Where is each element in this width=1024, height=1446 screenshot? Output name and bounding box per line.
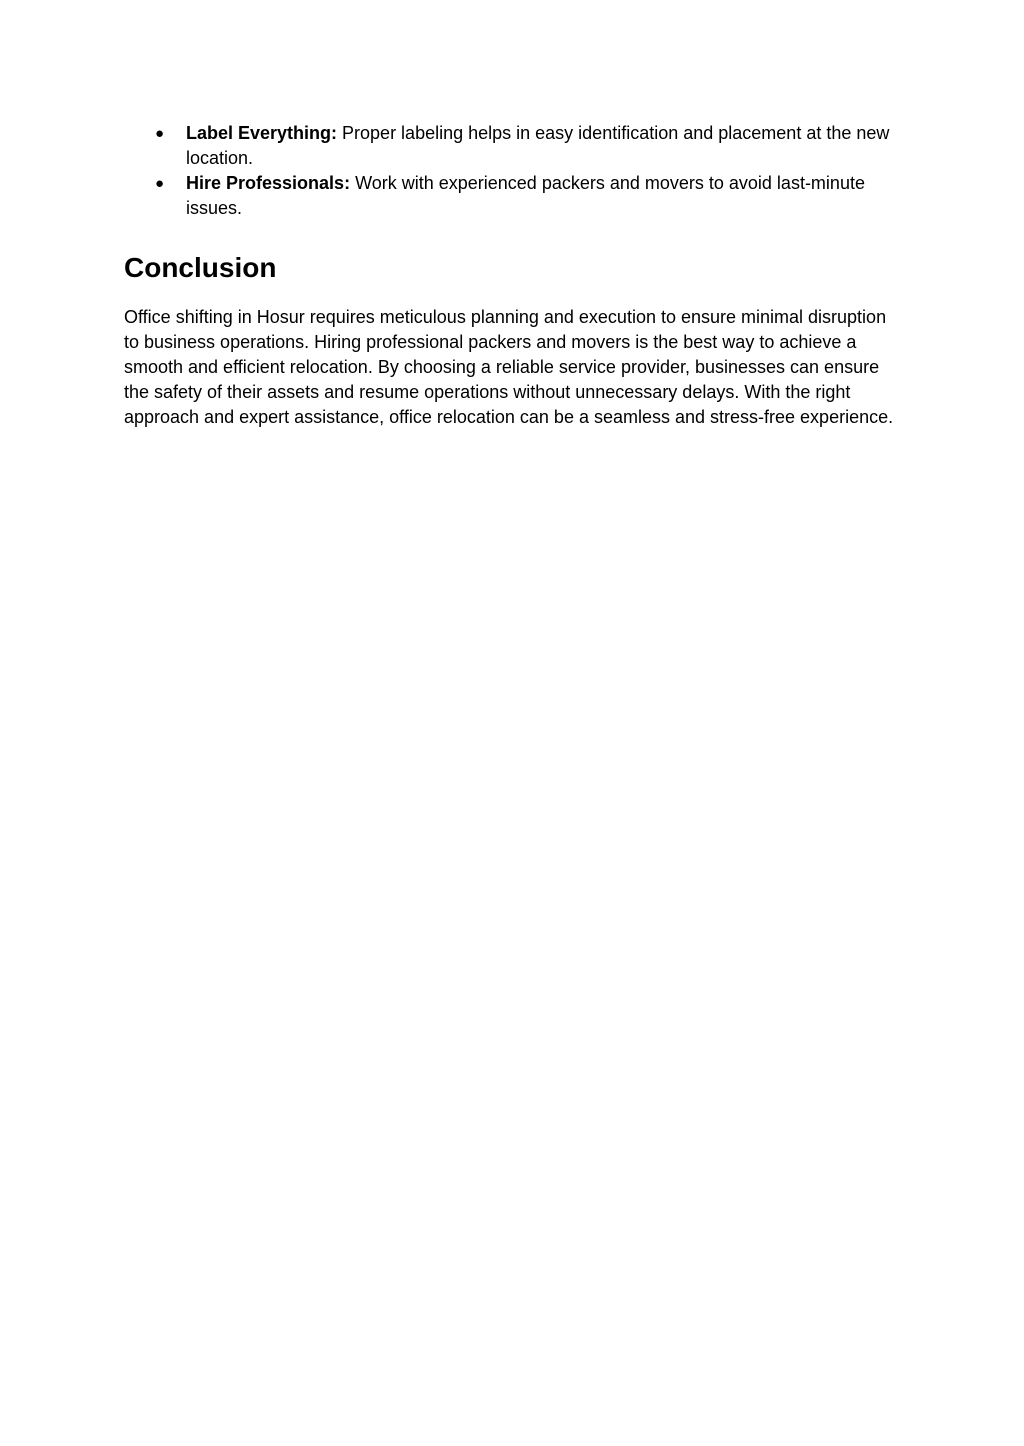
- document-page: [124, 121, 904, 430]
- list-item: [124, 171, 904, 221]
- bullet-term: Hire Professionals:: [186, 173, 351, 193]
- bullet-text: Proper labeling helps in easy identification and placement at the new location.: [186, 123, 890, 168]
- conclusion-paragraph: Office shifting in Hosur requires meticulous planning and execution to ensure minimal disruption to business operations. Hiring professional packers and movers is the best way to achieve a smooth and efficient relocation. By choosing a reliable service provider, businesses can ensure the safety of their assets and resume operations without unnecessary delays. With the right approach and expert assistance, office relocation can be a seamless and stress-free experience.: [124, 307, 894, 427]
- conclusion-heading: Conclusion: [124, 252, 277, 283]
- bullet-term: Label Everything:: [186, 123, 338, 143]
- bullet-text: Work with experienced packers and movers to avoid last-minute issues.: [186, 173, 865, 218]
- bullet-icon: ●: [155, 125, 165, 142]
- bullet-icon: ●: [155, 175, 165, 192]
- list-item: [124, 121, 904, 171]
- tips-bullet-list: [124, 121, 904, 221]
